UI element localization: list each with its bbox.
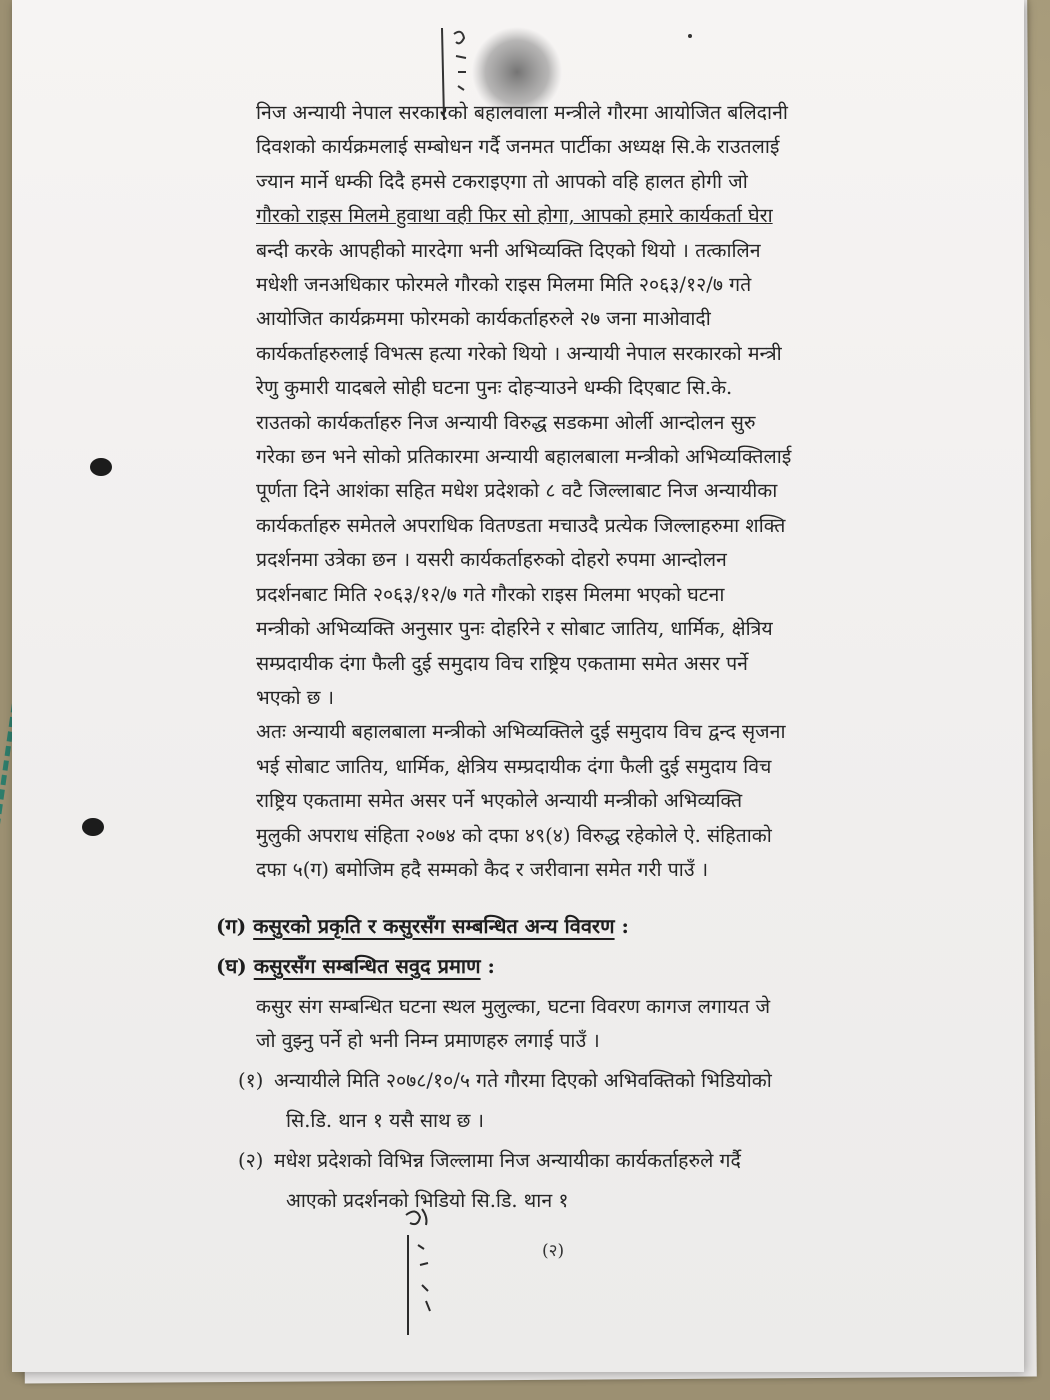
body-line: प्रदर्शनबाट मिति २०६३/१२/७ गते गौरको राइस मिलमा भएको घटना <box>256 582 725 606</box>
evidence-item-2 <box>238 1144 741 1218</box>
body-line: मुलुकी अपराध संहिता २०७४ को दफा ४९(४) विरुद्ध रहेकोले ऐ. संहिताको <box>256 823 772 847</box>
body-line: कार्यकर्ताहरु समेतले अपराधिक वितण्डता मचाउदै प्रत्येक जिल्लाहरुमा शक्ति <box>256 513 786 537</box>
body-line: राष्ट्रिय एकतामा समेत असर पर्ने भएकोले अन्यायी मन्त्रीको अभिव्यक्ति <box>256 789 743 813</box>
item-number: (२) <box>238 1149 264 1172</box>
heading-title: कसुरको प्रकृति र कसुरसँग सम्बन्धित अन्य विवरण <box>253 914 615 938</box>
evidence-intro-line: जो वुझ्नु पर्ने हो भनी निम्न प्रमाणहरु लगाई पाउँ । <box>256 1029 600 1052</box>
body-line: मन्त्रीको अभिव्यक्ति अनुसार पुनः दोहरिने र सोबाट जातिय, धार्मिक, क्षेत्रिय <box>256 617 773 641</box>
body-line: दिवशको कार्यक्रमलाई सम्बोधन गर्दै जनमत पार्टीका अध्यक्ष सि.के राउतलाई <box>256 135 780 159</box>
item-text: अन्यायीले मिति २०७८/१०/५ गते गौरमा दिएको अभिवक्तिको भिडियोको <box>274 1069 772 1092</box>
heading-prefix: (घ) <box>216 954 247 978</box>
body-line: ज्यान मार्ने धम्की दिदै हमसे टकराइएगा तो आपको वहि हालत होगी जो <box>256 169 748 193</box>
body-line: बन्दी करके आपहीको मारदेगा भनी अभिव्यक्ति दिएको थियो । तत्कालिन <box>256 238 761 262</box>
page-number: (२) <box>542 1241 565 1261</box>
item-text-cont: सि.डि. थान १ यसै साथ छ । <box>286 1109 485 1132</box>
punch-hole-bottom <box>82 818 104 836</box>
body-line: भएको छ । <box>256 685 334 709</box>
heading-prefix: (ग) <box>216 914 247 938</box>
heading-suffix: : <box>621 914 629 938</box>
body-line: प्रदर्शनमा उत्रेका छन । यसरी कार्यकर्ताहरुको दोहरो रुपमा आन्दोलन <box>256 548 727 572</box>
bottom-signature <box>392 1205 472 1340</box>
section-heading-g <box>216 912 629 939</box>
section-heading-gh <box>216 952 495 979</box>
body-line: पूर्णता दिने आशंका सहित मधेश प्रदेशको ८ वटै जिल्लाबाट निज अन्यायीका <box>256 479 778 503</box>
document-page <box>12 0 1024 1372</box>
ink-dot <box>688 34 692 38</box>
body-line: दफा ५(ग) बमोजिम हदै सम्मको कैद र जरीवाना समेत गरी पाउँ । <box>256 857 709 881</box>
punch-hole-top <box>90 458 112 476</box>
evidence-intro <box>256 990 936 1058</box>
body-line: कार्यकर्ताहरुलाई विभत्स हत्या गरेको थियो । अन्यायी नेपाल सरकारको मन्त्री <box>256 341 782 365</box>
evidence-item-1 <box>238 1064 772 1138</box>
body-line: राउतको कार्यकर्ताहरु निज अन्यायी विरुद्ध सडकमा ओर्ली आन्दोलन सुरु <box>256 410 756 434</box>
body-line: सम्प्रदायीक दंगा फैली दुई समुदाय विच राष्ट्रिय एकतामा समेत असर पर्ने <box>256 651 748 675</box>
body-line: गौरको राइस मिलमे हुवाथा वही फिर सो होगा, आपको हमारे कार्यकर्ता घेरा <box>256 204 773 228</box>
body-line: रेणु कुमारी यादबले सोही घटना पुनः दोहऱ्याउने धम्की दिएबाट सि.के. <box>256 376 733 400</box>
body-line: आयोजित कार्यक्रममा फोरमको कार्यकर्ताहरुले २७ जना माओवादी <box>256 307 711 331</box>
body-line: निज अन्यायी नेपाल सरकारको बहालवाला मन्त्रीले गौरमा आयोजित बलिदानी <box>256 101 788 124</box>
body-line: अतः अन्यायी बहालबाला मन्त्रीको अभिव्यक्तिले दुई समुदाय विच द्वन्द सृजना <box>256 720 786 744</box>
item-text: मधेश प्रदेशको विभिन्न जिल्लामा निज अन्यायीका कार्यकर्ताहरुले गर्दै <box>274 1149 741 1172</box>
heading-suffix: : <box>487 954 495 978</box>
body-line: भई सोबाट जातिय, धार्मिक, क्षेत्रिय सम्प्रदायीक दंगा फैली दुई समुदाय विच <box>256 754 772 778</box>
body-paragraphs <box>256 96 916 887</box>
body-line: गरेका छन भने सोको प्रतिकारमा अन्यायी बहालबाला मन्त्रीको अभिव्यक्तिलाई <box>256 445 792 469</box>
body-line: मधेशी जनअधिकार फोरमले गौरको राइस मिलमा मिति २०६३/१२/७ गते <box>256 273 752 297</box>
item-number: (१) <box>238 1069 264 1092</box>
evidence-intro-line: कसुर संग सम्बन्धित घटना स्थल मुलुल्का, घटना विवरण कागज लगायत जे <box>256 995 771 1018</box>
item-text-cont: आएको प्रदर्शनको भिडियो सि.डि. थान १ <box>286 1189 569 1212</box>
heading-title: कसुरसँग सम्बन्धित सवुद प्रमाण <box>253 954 481 978</box>
